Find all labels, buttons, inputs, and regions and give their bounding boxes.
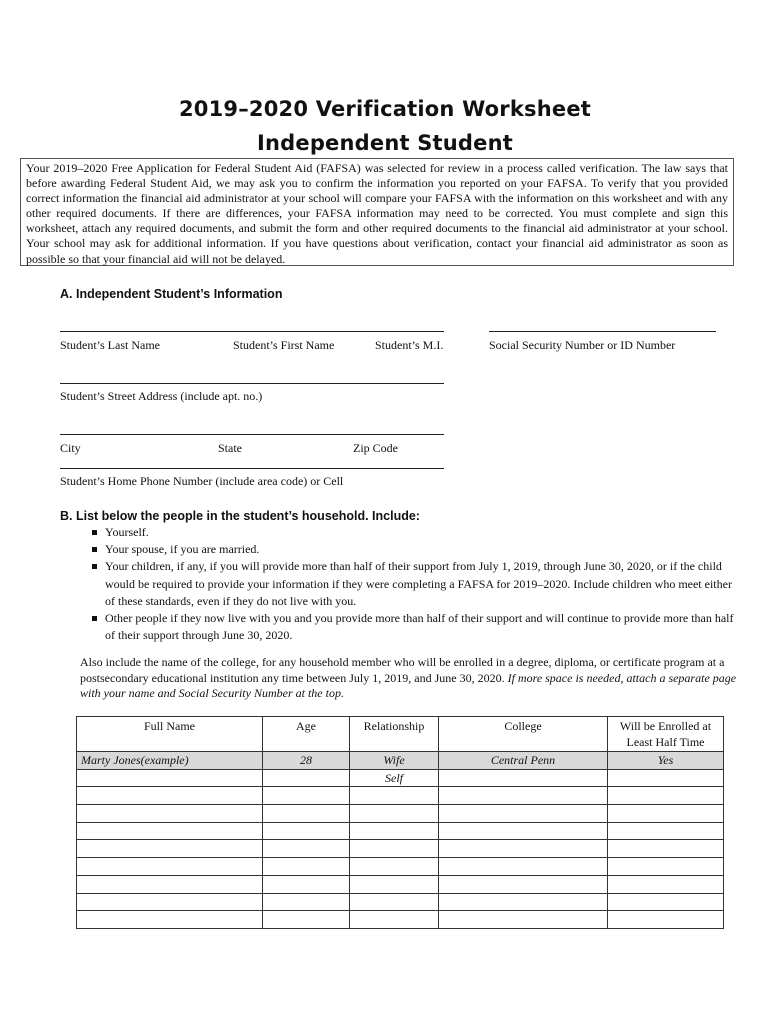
table-cell[interactable] bbox=[77, 875, 263, 893]
table-cell[interactable] bbox=[439, 840, 608, 858]
list-item: Yourself. bbox=[92, 524, 744, 541]
table-cell: 28 bbox=[263, 752, 350, 770]
col-header-college: College bbox=[439, 717, 608, 752]
table-row bbox=[77, 822, 724, 840]
page-subtitle: Independent Student bbox=[256, 131, 513, 155]
table-cell[interactable] bbox=[77, 858, 263, 876]
table-cell: Wife bbox=[350, 752, 439, 770]
table-row bbox=[77, 875, 724, 893]
last-name-label: Student’s Last Name bbox=[60, 338, 160, 352]
first-name-label: Student’s First Name bbox=[233, 338, 335, 352]
table-row bbox=[77, 840, 724, 858]
table-cell[interactable] bbox=[350, 875, 439, 893]
phone-label: Student’s Home Phone Number (include area code) or Cell bbox=[60, 474, 344, 488]
table-row bbox=[77, 911, 724, 929]
table-cell[interactable] bbox=[439, 893, 608, 911]
table-cell[interactable] bbox=[608, 787, 724, 805]
col-header-age: Age bbox=[263, 717, 350, 752]
table-cell[interactable] bbox=[77, 822, 263, 840]
name-line[interactable] bbox=[60, 331, 444, 332]
table-cell[interactable] bbox=[77, 805, 263, 823]
ssn-label: Social Security Number or ID Number bbox=[489, 338, 676, 352]
table-cell[interactable] bbox=[439, 787, 608, 805]
table-cell[interactable] bbox=[608, 911, 724, 929]
table-cell[interactable] bbox=[77, 769, 263, 787]
table-cell[interactable] bbox=[350, 840, 439, 858]
table-row-self bbox=[77, 769, 724, 787]
table-cell[interactable] bbox=[439, 875, 608, 893]
table-cell: Marty Jones(example) bbox=[77, 752, 263, 770]
zip-label: Zip Code bbox=[353, 441, 398, 455]
col-header-enrolled: Will be Enrolled at Least Half Time bbox=[608, 717, 724, 752]
table-cell[interactable] bbox=[263, 893, 350, 911]
table-cell[interactable] bbox=[350, 858, 439, 876]
table-cell[interactable] bbox=[439, 911, 608, 929]
table-cell[interactable] bbox=[77, 893, 263, 911]
intro-text: Your 2019–2020 Free Application for Federal Student Aid (FAFSA) was selected for review in a process called verification. The law says that before awarding Federal Student Aid, we may ask you to confirm the information you reported on your FAFSA. To verify that you provided correct information the financial aid administrator at your school will compare your FAFSA with the information on this worksheet and with any other required documents. If there are differences, your FAFSA information may need to be corrected. You must complete and sign this worksheet, attach any required documents, and submit the form and other required documents to the financial aid administrator at your school. Your school may ask for additional information. If you have questions about verification, contact your financial aid administrator as soon as possible so that your financial aid will not be delayed. bbox=[20, 158, 734, 266]
table-row bbox=[77, 787, 724, 805]
table-cell[interactable] bbox=[263, 805, 350, 823]
list-item: Your spouse, if you are married. bbox=[92, 541, 744, 558]
table-cell[interactable] bbox=[608, 893, 724, 911]
list-item: Your children, if any, if you will provide more than half of their support from July 1, 2019, through June 30, 2020, or if the child would be required to provide your information if they were completing a FAFSA for 2019–2020. Include children who meet either of these standards, even if they do not live with you. bbox=[92, 558, 744, 610]
section-b-heading: B. List below the people in the student’s household. Include: bbox=[60, 509, 420, 523]
bullet-square-icon bbox=[92, 547, 97, 552]
table-cell[interactable] bbox=[263, 787, 350, 805]
state-label: State bbox=[218, 441, 242, 455]
address-label: Student’s Street Address (include apt. no.) bbox=[60, 389, 263, 403]
col-header-full-name: Full Name bbox=[77, 717, 263, 752]
table-row-example bbox=[77, 752, 724, 770]
ssn-line[interactable] bbox=[489, 331, 716, 332]
table-cell[interactable] bbox=[263, 840, 350, 858]
bullet-square-icon bbox=[92, 616, 97, 621]
table-cell[interactable] bbox=[439, 805, 608, 823]
table-cell: Yes bbox=[608, 752, 724, 770]
mi-label: Student’s M.I. bbox=[375, 338, 444, 352]
table-cell[interactable] bbox=[439, 822, 608, 840]
table-cell[interactable] bbox=[77, 840, 263, 858]
table-cell[interactable] bbox=[263, 911, 350, 929]
table-cell: Central Penn bbox=[439, 752, 608, 770]
table-cell[interactable] bbox=[350, 893, 439, 911]
section-a-heading: A. Independent Student’s Information bbox=[60, 287, 283, 301]
table-cell[interactable] bbox=[608, 805, 724, 823]
table-cell[interactable] bbox=[77, 911, 263, 929]
also-include-paragraph: Also include the name of the college, for any household member who will be enrolled in a degree, diploma, or certificate program at a postsecondary educational institution any time between July 1, 2019, and June 30, 2020. If more space is needed, attach a separate page with your name and Social Security Number at the top. bbox=[80, 655, 737, 700]
household-table bbox=[76, 716, 724, 929]
table-cell[interactable] bbox=[77, 787, 263, 805]
table-cell[interactable] bbox=[608, 875, 724, 893]
city-state-zip-line[interactable] bbox=[60, 434, 444, 435]
bullet-square-icon bbox=[92, 564, 97, 569]
bullet-square-icon bbox=[92, 530, 97, 535]
table-cell[interactable] bbox=[350, 787, 439, 805]
table-cell[interactable] bbox=[350, 822, 439, 840]
table-cell[interactable] bbox=[350, 805, 439, 823]
table-cell[interactable] bbox=[439, 769, 608, 787]
phone-line[interactable] bbox=[60, 468, 444, 469]
table-cell: Self bbox=[350, 769, 439, 787]
table-cell[interactable] bbox=[608, 840, 724, 858]
household-include-list bbox=[92, 524, 744, 644]
table-cell[interactable] bbox=[263, 875, 350, 893]
table-cell[interactable] bbox=[608, 769, 724, 787]
table-row bbox=[77, 893, 724, 911]
table-cell[interactable] bbox=[263, 858, 350, 876]
col-header-relationship: Relationship bbox=[350, 717, 439, 752]
page-title: 2019–2020 Verification Worksheet bbox=[178, 97, 592, 121]
table-cell[interactable] bbox=[263, 822, 350, 840]
table-cell[interactable] bbox=[439, 858, 608, 876]
list-item: Other people if they now live with you and you provide more than half of their support and will continue to provide more than half of their support through June 30, 2020. bbox=[92, 610, 744, 644]
table-cell[interactable] bbox=[608, 858, 724, 876]
table-row bbox=[77, 805, 724, 823]
address-line[interactable] bbox=[60, 383, 444, 384]
city-label: City bbox=[60, 441, 81, 455]
table-cell[interactable] bbox=[608, 822, 724, 840]
table-row bbox=[77, 858, 724, 876]
table-cell[interactable] bbox=[263, 769, 350, 787]
table-cell[interactable] bbox=[350, 911, 439, 929]
